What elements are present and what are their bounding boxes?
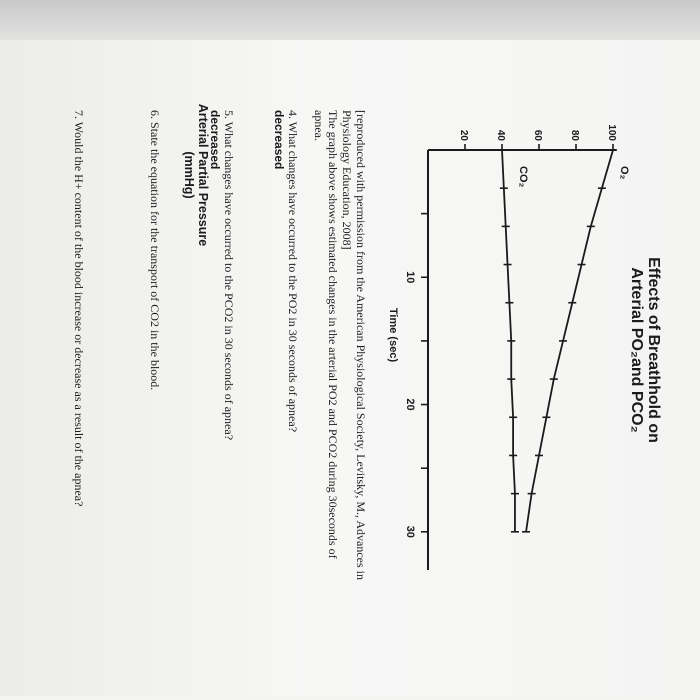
series-label-co2: CO₂ <box>517 166 529 188</box>
chart-title-line2: Arterial PO₂and PCO₂ <box>628 267 645 433</box>
question-4-number: 4. <box>286 110 300 119</box>
citation-text: [reproduced with permission from the American Physiological Society, Levitsky, M., Advances in Physiology Education, 2008] <box>340 110 368 581</box>
question-5-text: What changes have occurred to the PCO2 in 30 seconds of apnea? <box>222 121 236 441</box>
y-axis-label-line2: (mmHg) <box>182 151 196 199</box>
question-5-number: 5. <box>222 110 236 119</box>
chart-series <box>498 150 617 532</box>
y-tick-label: 40 <box>495 129 506 141</box>
worksheet <box>72 100 670 700</box>
chart-title-line1: Effects of Breathhold on <box>645 257 662 443</box>
chart-axes <box>428 150 616 570</box>
question-4-answer: decreased <box>272 110 286 170</box>
question-4-text: What changes have occurred to the PO2 in 30 seconds of apnea? <box>286 121 300 433</box>
question-6-text: State the equation for the transport of CO2 in the blood. <box>148 122 162 391</box>
x-tick-label: 20 <box>404 398 416 411</box>
x-tick-label: 10 <box>404 271 416 284</box>
x-axis-label: Time (sec) <box>387 307 399 363</box>
series-line-o2 <box>526 150 613 532</box>
question-7-text: Would the H+ content of the blood increase or decrease as a result of the apnea? <box>72 121 86 507</box>
question-4 <box>272 110 300 590</box>
y-tick-label: 80 <box>569 129 580 141</box>
question-7-number: 7. <box>72 110 86 119</box>
background-top <box>0 0 700 40</box>
series-label-o2: O₂ <box>618 166 630 180</box>
y-axis-label <box>182 100 210 250</box>
x-tick-label: 30 <box>404 525 416 538</box>
question-7 <box>72 110 86 700</box>
question-5-answer: decreased <box>208 110 222 170</box>
question-6 <box>148 110 162 590</box>
y-tick-label: 20 <box>458 129 469 141</box>
y-axis-label-line1: Arterial Partial Pressure <box>196 103 210 247</box>
y-tick-label: 100 <box>606 124 617 141</box>
question-6-number: 6. <box>148 110 162 119</box>
description-text: The graph above shows estimated changes in the arterial PO2 and PCO2 during 30seconds of apnea. <box>312 110 340 559</box>
question-5 <box>208 110 236 590</box>
y-tick-label: 60 <box>532 129 543 141</box>
